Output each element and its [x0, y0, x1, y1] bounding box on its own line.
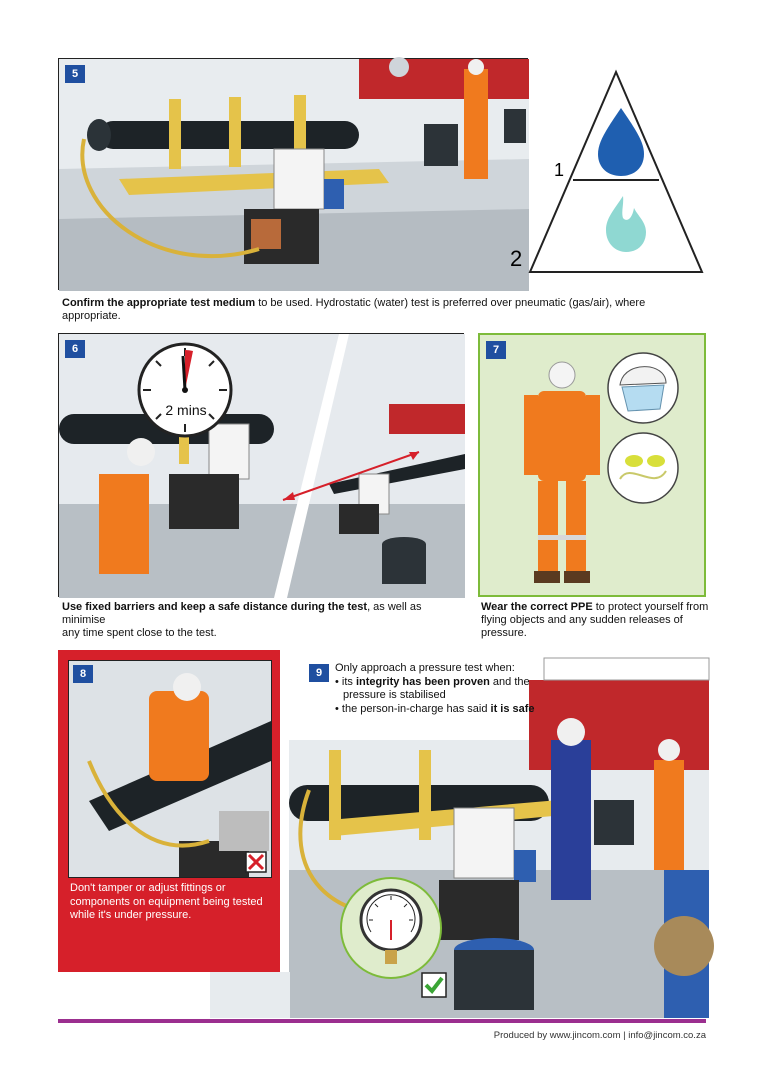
panel-5	[58, 58, 528, 290]
bullet-1-bold: integrity has been proven	[355, 675, 490, 688]
check-mark-icon	[421, 972, 447, 998]
panel-number: 6	[65, 340, 85, 358]
bullet-1-post: and the	[489, 675, 530, 688]
stopwatch-icon	[135, 340, 235, 440]
panel-8-scene-extension	[210, 972, 290, 1018]
footer-credit: Produced by www.jincom.com | info@jincom.co.za	[493, 1030, 706, 1041]
face-shield-icon	[606, 351, 680, 425]
panel-8-caption-line-1: Don't tamper or adjust fittings or	[70, 882, 226, 894]
bullet-2-pre: the person-in-charge has said	[341, 702, 491, 715]
panel-6-caption-rest: , as well as minimise	[62, 601, 422, 626]
pressure-gauge-icon	[339, 876, 443, 980]
panel-6-caption-bold: Use fixed barriers and keep a safe distance during the test	[62, 601, 368, 613]
panel-5-caption-bold: Confirm the appropriate test medium	[62, 297, 256, 309]
panel-6-caption-line-2: any time spent close to the test.	[62, 627, 217, 639]
bullet-1-pre: its	[341, 675, 356, 688]
panel-8	[58, 650, 280, 972]
panel-6-caption	[62, 601, 462, 640]
panel-7-caption-rest: to protect yourself from	[592, 601, 709, 613]
ear-plugs-icon	[606, 431, 680, 505]
cross-mark-icon	[245, 851, 267, 873]
pyramid-label-2: 2	[510, 246, 523, 271]
safe-distance-illustration	[59, 334, 465, 598]
panel-9-intro: Only approach a pressure test when:	[335, 662, 515, 674]
panel-number: 7	[486, 341, 506, 359]
panel-8-caption-line-3: while it's under pressure.	[70, 909, 192, 921]
panel-number: 9	[309, 664, 329, 682]
panel-5-caption	[62, 297, 702, 323]
panel-7-caption-line-2: flying objects and any sudden releases of pressure.	[481, 614, 683, 639]
panel-9-bullet-1: • its integrity has been proven and the	[335, 675, 530, 688]
panel-8-caption-line-2: components on equipment being tested	[70, 895, 263, 908]
panel-9-text	[335, 662, 555, 716]
hydrostatic-test-illustration	[59, 59, 529, 291]
panel-6	[58, 333, 464, 597]
panel-5-caption-rest: to be used. Hydrostatic (water) test is preferred over pneumatic (gas/air), where appropriate.	[62, 297, 646, 322]
panel-7-caption-bold: Wear the correct PPE	[481, 601, 593, 613]
panel-7-caption	[481, 601, 709, 640]
panel-9	[289, 650, 709, 1018]
tamper-warning-illustration	[69, 661, 271, 877]
footer-bar	[58, 1019, 706, 1023]
timer-label: 2 mins	[165, 402, 207, 418]
panel-8-image-frame	[68, 660, 272, 878]
bullet-2-bold: it is safe	[490, 702, 535, 715]
panel-9-bullet-2: • the person-in-charge has said it is safe	[335, 702, 535, 715]
panel-number: 5	[65, 65, 85, 83]
panel-8-caption	[70, 882, 270, 923]
test-medium-pyramid-icon	[510, 68, 706, 278]
pyramid-label-1: 1	[554, 160, 565, 180]
panel-number: 8	[73, 665, 93, 683]
panel-7	[478, 333, 706, 597]
panel-9-bullet-1-line-2: pressure is stabilised	[343, 689, 446, 701]
